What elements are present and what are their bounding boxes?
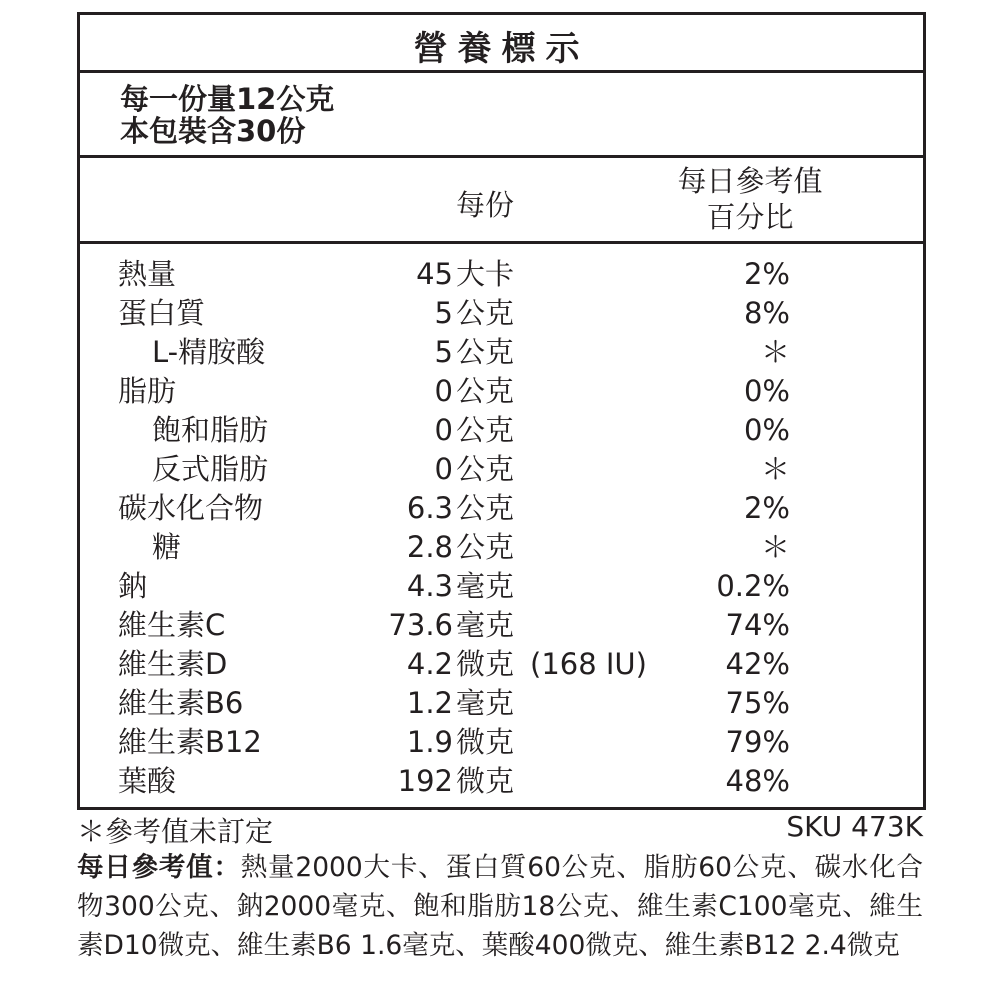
daily-value-header-line2: 百分比: [706, 200, 794, 234]
divider: [80, 241, 923, 244]
divider: [80, 155, 923, 158]
nutrient-daily-value: ＊: [760, 452, 790, 486]
nutrient-daily-value: 79%: [725, 725, 790, 759]
per-serving-header: 每份: [455, 188, 514, 222]
nutrient-unit: 大卡: [456, 257, 515, 291]
nutrient-daily-value: 8%: [743, 296, 790, 330]
nutrient-daily-value: ＊: [760, 530, 790, 564]
nutrient-row: [80, 450, 923, 489]
nutrient-daily-value: 2%: [743, 257, 790, 291]
nutrient-amount: 4.2: [406, 647, 453, 681]
nutrient-row: [80, 411, 923, 450]
nutrient-amount: 45: [416, 257, 453, 291]
nutrient-unit: 公克: [456, 374, 515, 408]
nutrient-unit: 微克: [456, 764, 515, 798]
nutrient-daily-value: 0%: [743, 413, 790, 447]
nutrient-unit: 公克: [456, 491, 515, 525]
nutrient-amount: 73.6: [388, 608, 453, 642]
nutrient-unit: 公克: [456, 413, 515, 447]
nutrient-row: [80, 606, 923, 645]
nutrient-amount: 0: [434, 374, 453, 408]
nutrient-daily-value: 0.2%: [716, 569, 790, 603]
nutrient-row: [80, 645, 923, 684]
nutrient-amount: 0: [434, 413, 453, 447]
nutrient-daily-value: 74%: [725, 608, 790, 642]
nutrient-amount: 1.2: [406, 686, 453, 720]
nutrient-amount: 6.3: [406, 491, 453, 525]
nutrient-amount: 5: [434, 335, 453, 369]
nutrient-name: 葉酸: [118, 764, 177, 798]
servings-per-package: 本包裝含30份: [120, 114, 306, 148]
nutrient-row: [80, 255, 923, 294]
nutrient-row: [80, 723, 923, 762]
nutrient-name: 維生素C: [118, 608, 226, 642]
nutrient-name: 維生素D: [118, 647, 228, 681]
nutrition-facts-table: [77, 12, 926, 810]
daily-reference-label: 每日參考值：: [77, 852, 241, 883]
footnote: ＊參考值未訂定: [77, 815, 274, 848]
label-title: 營養標示: [413, 29, 590, 69]
nutrient-unit: 毫克: [456, 569, 515, 603]
nutrient-amount: 2.8: [406, 530, 453, 564]
nutrient-row: [80, 567, 923, 606]
nutrient-name: L-精胺酸: [152, 335, 266, 369]
nutrient-row: [80, 489, 923, 528]
nutrient-row: [80, 372, 923, 411]
nutrient-daily-value: ＊: [760, 335, 790, 369]
nutrient-name: 脂肪: [118, 374, 177, 408]
nutrient-amount: 4.3: [406, 569, 453, 603]
nutrient-extra: (168 IU): [530, 647, 647, 681]
nutrient-amount: 1.9: [406, 725, 453, 759]
nutrient-unit: 公克: [456, 296, 515, 330]
nutrient-row: [80, 762, 923, 801]
nutrient-unit: 微克: [456, 647, 515, 681]
nutrient-amount: 192: [397, 764, 453, 798]
divider: [80, 70, 923, 73]
nutrient-row: [80, 294, 923, 333]
sku: SKU 473K: [786, 810, 923, 843]
daily-value-header: [650, 163, 850, 235]
daily-reference-values: [77, 848, 923, 965]
nutrient-name: 鈉: [118, 569, 148, 603]
nutrient-row: [80, 684, 923, 723]
nutrient-unit: 毫克: [456, 608, 515, 642]
nutrient-amount: 5: [434, 296, 453, 330]
daily-value-header-line1: 每日參考值: [677, 164, 823, 198]
nutrient-name: 維生素B12: [118, 725, 262, 759]
nutrient-row: [80, 528, 923, 567]
nutrient-daily-value: 0%: [743, 374, 790, 408]
nutrient-daily-value: 48%: [725, 764, 790, 798]
nutrient-name: 反式脂肪: [152, 452, 269, 486]
nutrient-name: 糖: [152, 530, 182, 564]
nutrient-name: 維生素B6: [118, 686, 244, 720]
serving-size: 每一份量12公克: [120, 82, 335, 116]
nutrient-name: 蛋白質: [118, 296, 206, 330]
nutrient-row: [80, 333, 923, 372]
daily-reference-text: 熱量2000大卡、蛋白質60公克、脂肪60公克、碳水化合物300公克、鈉2000毫克、飽和脂肪18公克、維生素C100毫克、維生素D10微克、維生素B6 1.6毫克、葉酸400微克、維生素B12 2.4微克: [77, 852, 924, 961]
nutrient-name: 碳水化合物: [118, 491, 264, 525]
nutrient-unit: 公克: [456, 335, 515, 369]
nutrient-name: 飽和脂肪: [152, 413, 269, 447]
nutrient-name: 熱量: [118, 257, 177, 291]
nutrient-unit: 微克: [456, 725, 515, 759]
nutrient-unit: 公克: [456, 530, 515, 564]
nutrient-daily-value: 42%: [725, 647, 790, 681]
nutrient-amount: 0: [434, 452, 453, 486]
nutrient-unit: 毫克: [456, 686, 515, 720]
nutrient-daily-value: 75%: [725, 686, 790, 720]
nutrient-daily-value: 2%: [743, 491, 790, 525]
nutrient-unit: 公克: [456, 452, 515, 486]
